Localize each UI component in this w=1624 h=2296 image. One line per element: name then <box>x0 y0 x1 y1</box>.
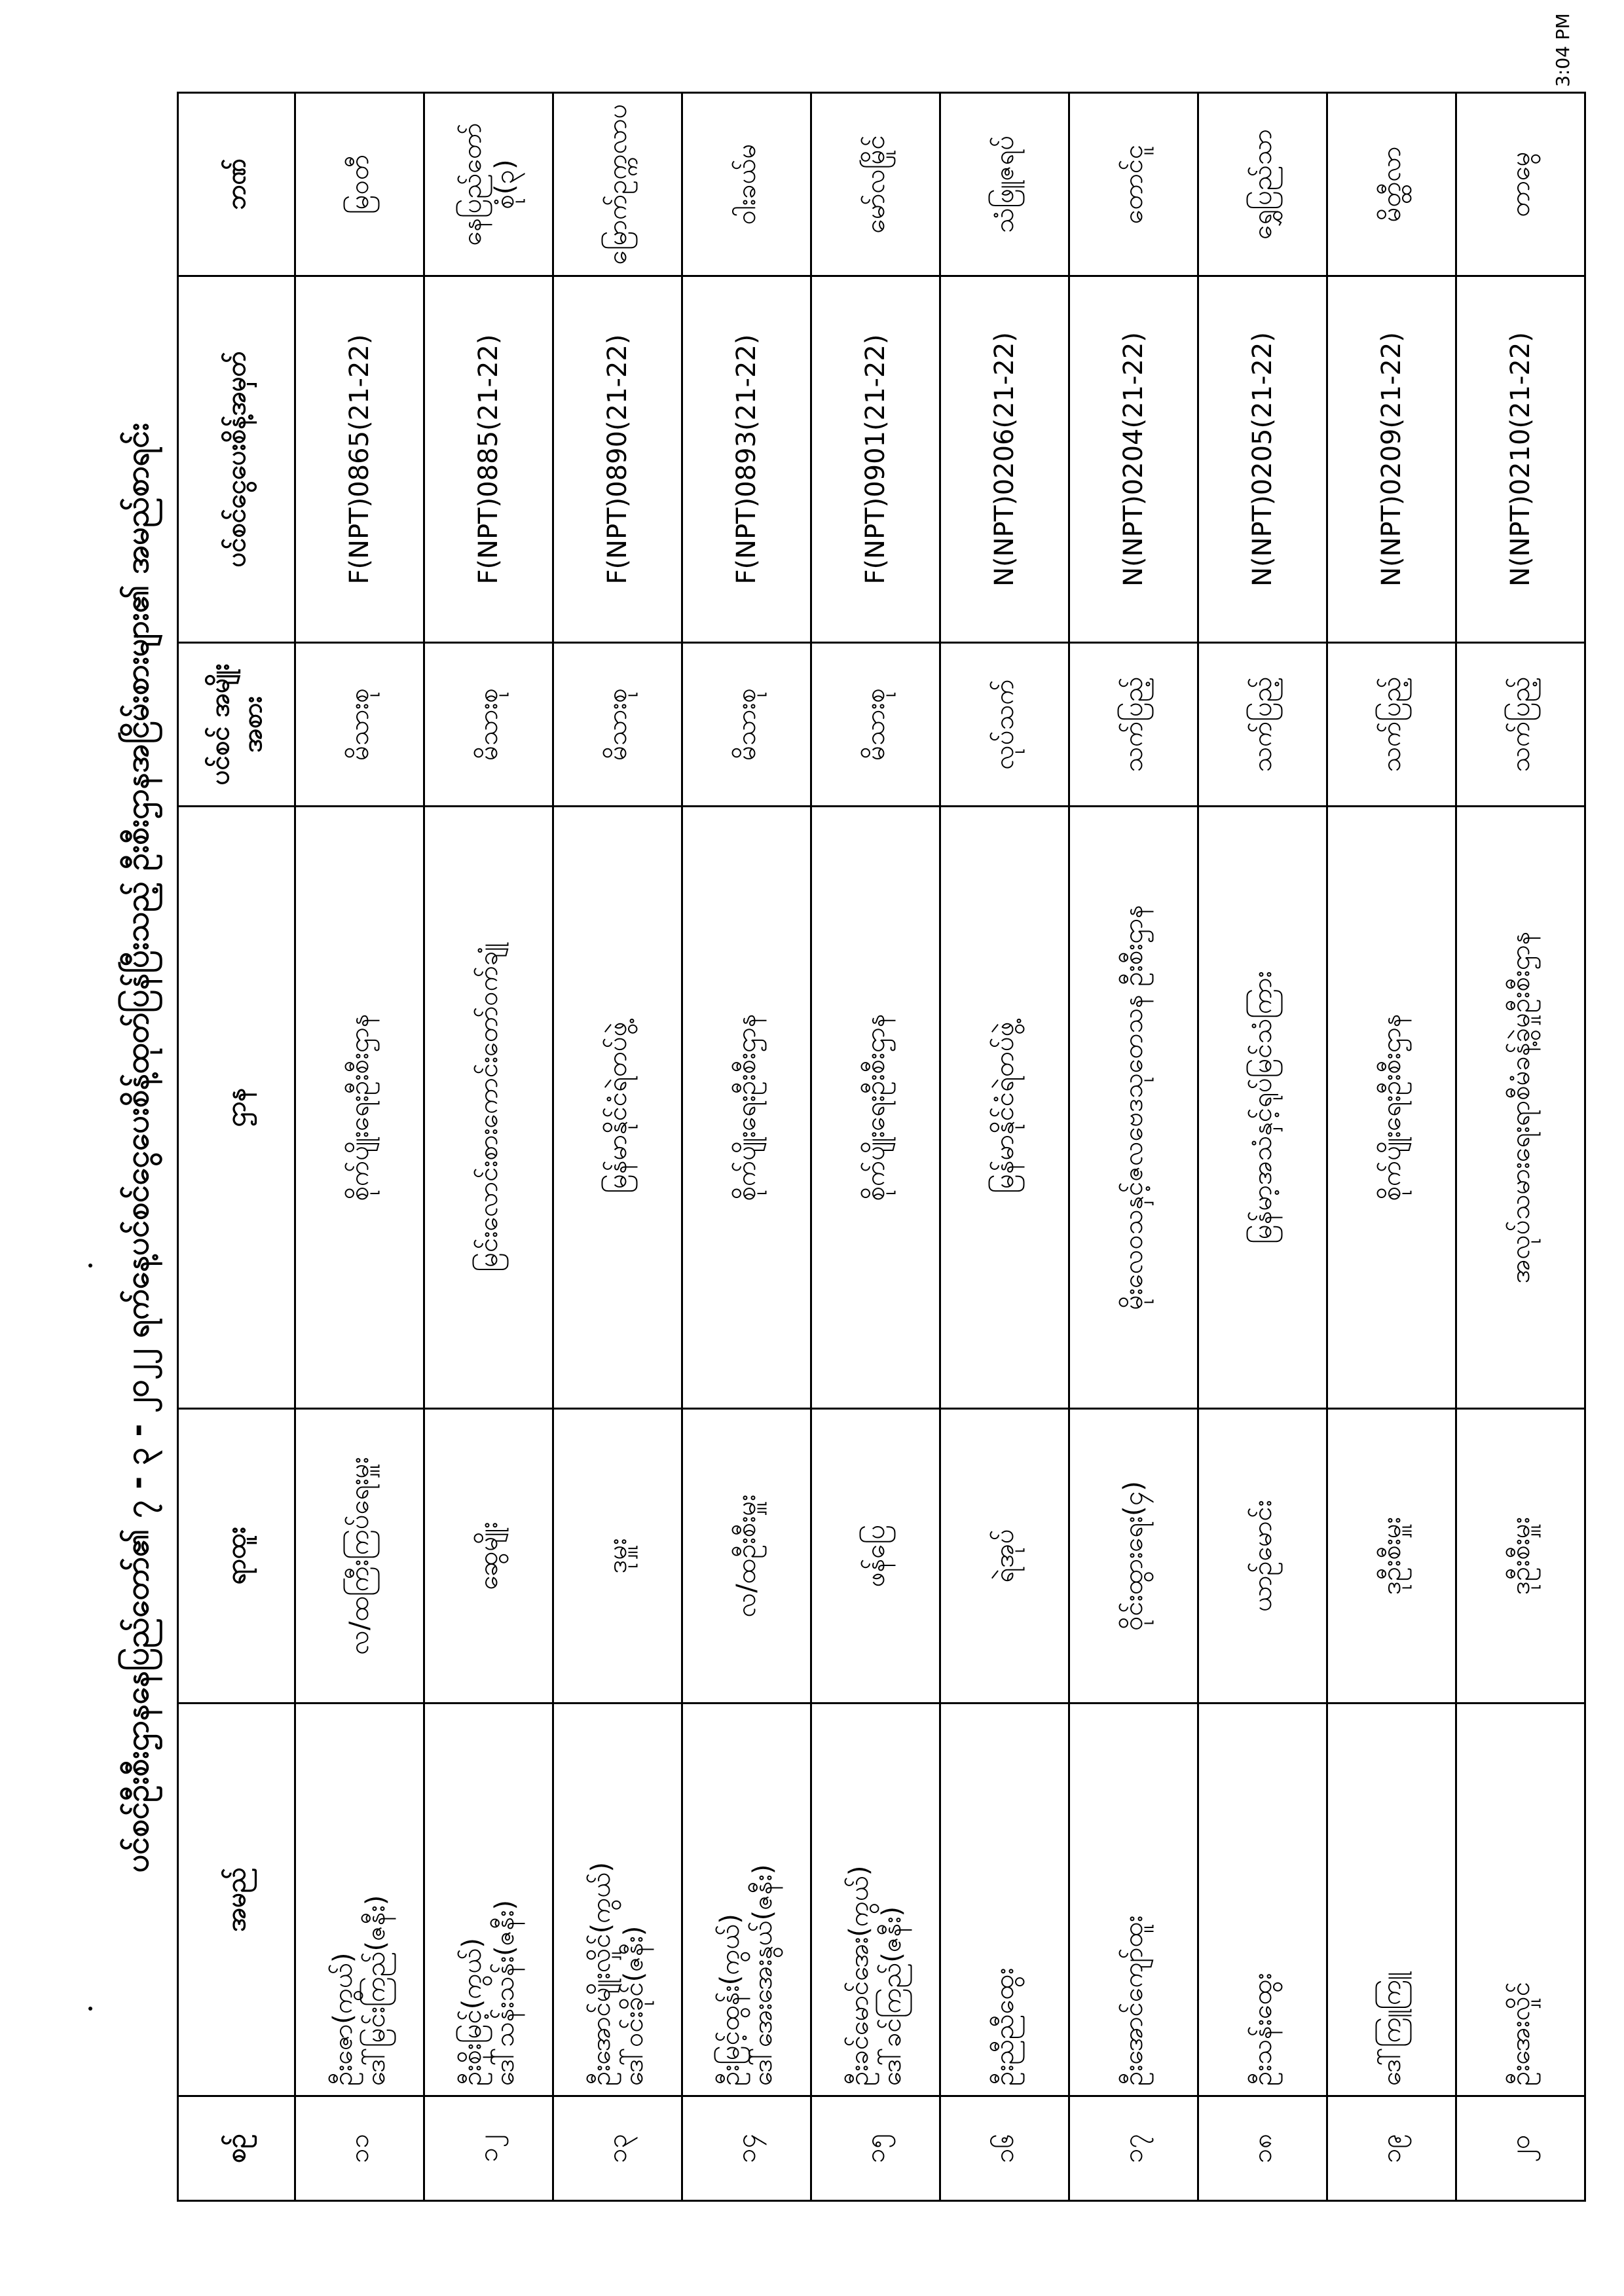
cell-bank: တာမွေ <box>1456 93 1585 276</box>
cell-bank: မော်လမြိုင် <box>811 93 940 276</box>
name-line: ဦးအောင်ကျော်ထူး <box>1118 1915 1149 2086</box>
table-row <box>553 93 682 2201</box>
table-header-row <box>178 93 295 2201</box>
cell-department: စိုက်ပျိုးရေးဦးစီးဌာန <box>811 807 940 1409</box>
cell-name <box>1456 1704 1585 2096</box>
header-no: စဉ် <box>178 2096 295 2201</box>
table-row <box>1456 93 1585 2201</box>
cell-license-no: F(NPT)0901(21-22) <box>811 276 940 643</box>
document-title: ပင်စင်ဦးစီးဌာနနေပြည်တော်၏ ၇ - ၃ - ၂၀၂၂ ရက်နေ့ပင်စင်ငွေပေးစိန့်ထုတ်ပြန်ပြီးသည့် ဦးစီးဌာနအငြိမ်းစားများ၏ အမည်စာရင်း <box>119 422 156 1873</box>
cell-license-no: N(NPT)0205(21-22) <box>1198 276 1327 643</box>
cell-no: ၁၁ <box>295 2096 424 2201</box>
cell-department: မြန်မာနိုင်ငံရဲတပ်ဖွဲ့ <box>940 807 1069 1409</box>
cell-no: ၁၂ <box>424 2096 553 2201</box>
cell-license-no: F(NPT)0893(21-22) <box>682 276 811 643</box>
cell-license-no: F(NPT)0890(21-22) <box>553 276 682 643</box>
print-timestamp: 3:04 PM <box>1551 13 1574 87</box>
cell-name <box>295 1704 424 2096</box>
table-row <box>940 93 1069 2201</box>
name-line: ဦးအေးလှိုင် <box>1505 1981 1536 2086</box>
cell-name <box>1198 1704 1327 2096</box>
name-line: ဒေါ်မြင်းကြည်(ဇနီး) <box>361 1895 391 2086</box>
name-line: ဒေါ်အေးအေးနွယ်(ဇနီး) <box>748 1864 778 2086</box>
cell-rank: ဒုဦးစီးမှူး <box>1327 1409 1456 1704</box>
name-line: ဒေါ်သန်းသန်း(ဇနီး) <box>490 1900 520 2086</box>
name-line: ဦးအောင်မျိုးလှိုင်(ကွယ်) <box>586 1862 616 2086</box>
table-row <box>1069 93 1198 2201</box>
table-row <box>1198 93 1327 2201</box>
cell-license-no: N(NPT)0210(21-22) <box>1456 276 1585 643</box>
cell-name <box>1069 1704 1198 2096</box>
table-row <box>295 93 424 2201</box>
cell-department: စိုက်ပျိုးရေးဦးစီးဌာန <box>295 807 424 1409</box>
cell-name <box>553 1704 682 2096</box>
cell-department: မြင်းလောင်းစားကောင်းတော်ဝက်ချုံ <box>424 807 553 1409</box>
table-row <box>424 93 553 2201</box>
name-line: ဦးသန်းထွေး <box>1247 1973 1278 2086</box>
cell-no: ၁၄ <box>682 2096 811 2201</box>
cell-bank: ရွှေပြည်သာ <box>1198 93 1327 276</box>
header-rank: ရာထူး <box>178 1409 295 1704</box>
cell-department: မြန်မာ့အသံနှင့်ရုပ်မြင်သံကြား <box>1198 807 1327 1409</box>
table-row <box>1327 93 1456 2201</box>
cell-license-no: F(NPT)0865(21-22) <box>295 276 424 643</box>
cell-no: ၁၇ <box>1069 2096 1198 2201</box>
rotated-document-content <box>92 67 1536 2228</box>
cell-rank: ဖန်ပြေ <box>811 1409 940 1704</box>
cell-pension-type: မိသားစု <box>682 643 811 807</box>
name-line: ဦးညီညီထွေး <box>989 1967 1020 2086</box>
cell-name <box>811 1704 940 2096</box>
header-bank: ဘဏ် <box>178 93 295 276</box>
cell-pension-type: မိသားစု <box>811 643 940 807</box>
header-name: အမည် <box>178 1704 295 2096</box>
cell-bank: ဝါးခယ်မ <box>682 93 811 276</box>
cell-license-no: N(NPT)0209(21-22) <box>1327 276 1456 643</box>
name-line: ဦးဇော(ကွယ်) <box>328 1952 358 2086</box>
cell-bank: တောင်ငူ <box>1069 93 1198 276</box>
header-pension-type: ပင်စင် အမျိုးအစား <box>178 643 295 807</box>
header-license-no: ပင်စင်ငွေပေးစိန့်အမှတ် <box>178 276 295 643</box>
cell-pension-type: သက်ပြည့် <box>1198 643 1327 807</box>
cell-bank: မြဝတီ <box>295 93 424 276</box>
cell-pension-type: သက်ပြည့် <box>1327 643 1456 807</box>
cell-rank: ဒုဦးစီးမှူး <box>1456 1409 1585 1704</box>
cell-rank: ရဲအုပ် <box>940 1409 1069 1704</box>
cell-name <box>1327 1704 1456 2096</box>
header-department: ဌာန <box>178 807 295 1409</box>
name-line: ဒေါ်ကြူကြူ <box>1376 1972 1407 2086</box>
table-body <box>295 93 1585 2201</box>
cell-pension-type: သက်ပြည့် <box>1069 643 1198 807</box>
cell-name <box>940 1704 1069 2096</box>
cell-license-no: N(NPT)0206(21-22) <box>940 276 1069 643</box>
cell-department: စိုက်ပျိုးရေးဦးစီးဌာန <box>1327 807 1456 1409</box>
name-line: ဦးမြင့်ထွန်း(ကွယ်) <box>715 1914 745 2086</box>
name-line: ဒေါ်ခင်ကြည်(ဇနီး) <box>877 1906 907 2086</box>
cell-rank: လ/ထကြီးကြပ်ရေးမှူး <box>295 1409 424 1704</box>
cell-bank: သံဖြူဇရပ် <box>940 93 1069 276</box>
cell-rank: လ/ထဦးစီးမှူး <box>682 1409 811 1704</box>
cell-name <box>682 1704 811 2096</box>
cell-no: ၁၈ <box>1198 2096 1327 2201</box>
cell-department: မိုးလေဝသနှင့်ဇလဗေဒသုတေသန ဦးစီးဌာန <box>1069 807 1198 1409</box>
cell-pension-type: သက်ပြည့် <box>1456 643 1585 807</box>
name-line: ဦးစိုးမြင့်(ကွယ်) <box>457 1938 487 2086</box>
cell-bank: မြောက်ဥက္ကလာပ <box>553 93 682 276</box>
cell-pension-type: လုပ်သက် <box>940 643 1069 807</box>
cell-license-no: N(NPT)0204(21-22) <box>1069 276 1198 643</box>
table-row <box>682 93 811 2201</box>
cell-no: ၁၉ <box>1327 2096 1456 2201</box>
cell-license-no: F(NPT)0885(21-22) <box>424 276 553 643</box>
cell-bank: နေပြည်တော်စုံ(၃) <box>424 93 553 276</box>
cell-rank: ဝိုင်းထွားရေး(၄) <box>1069 1409 1198 1704</box>
cell-pension-type: မိသားစု <box>553 643 682 807</box>
table-row <box>811 93 940 2201</box>
name-line: ဒေါ်ဝင်းခိုင်(ဇနီး) <box>619 1925 649 2086</box>
cell-bank: မိတ္ထီလာ <box>1327 93 1456 276</box>
cell-no: ၁၅ <box>811 2096 940 2201</box>
cell-no: ၁၃ <box>553 2096 682 2201</box>
pension-table <box>177 92 1586 2202</box>
cell-rank: ဒုမှူး <box>553 1409 682 1704</box>
cell-department: စိုက်ပျိုးရေးဦးစီးဌာန <box>682 807 811 1409</box>
cell-pension-type: မိသားစု <box>424 643 553 807</box>
cell-pension-type: မိသားစု <box>295 643 424 807</box>
cell-rank: ဆွေမျိုး <box>424 1409 553 1704</box>
name-line: ဦးခင်မောင်အေး(ကွယ်) <box>844 1865 874 2086</box>
cell-department: မြန်မာနိုင်ငံရဲတပ်ဖွဲ့ <box>553 807 682 1409</box>
cell-rank: ယာဉ်မောင်း <box>1198 1409 1327 1704</box>
cell-name <box>424 1704 553 2096</box>
cell-no: ၂၀ <box>1456 2096 1585 2201</box>
cell-no: ၁၆ <box>940 2096 1069 2201</box>
cell-department: အလုပ်သမားရေးရာစီမံခန့်ခွဲမှုဦးစီးဌာန <box>1456 807 1585 1409</box>
